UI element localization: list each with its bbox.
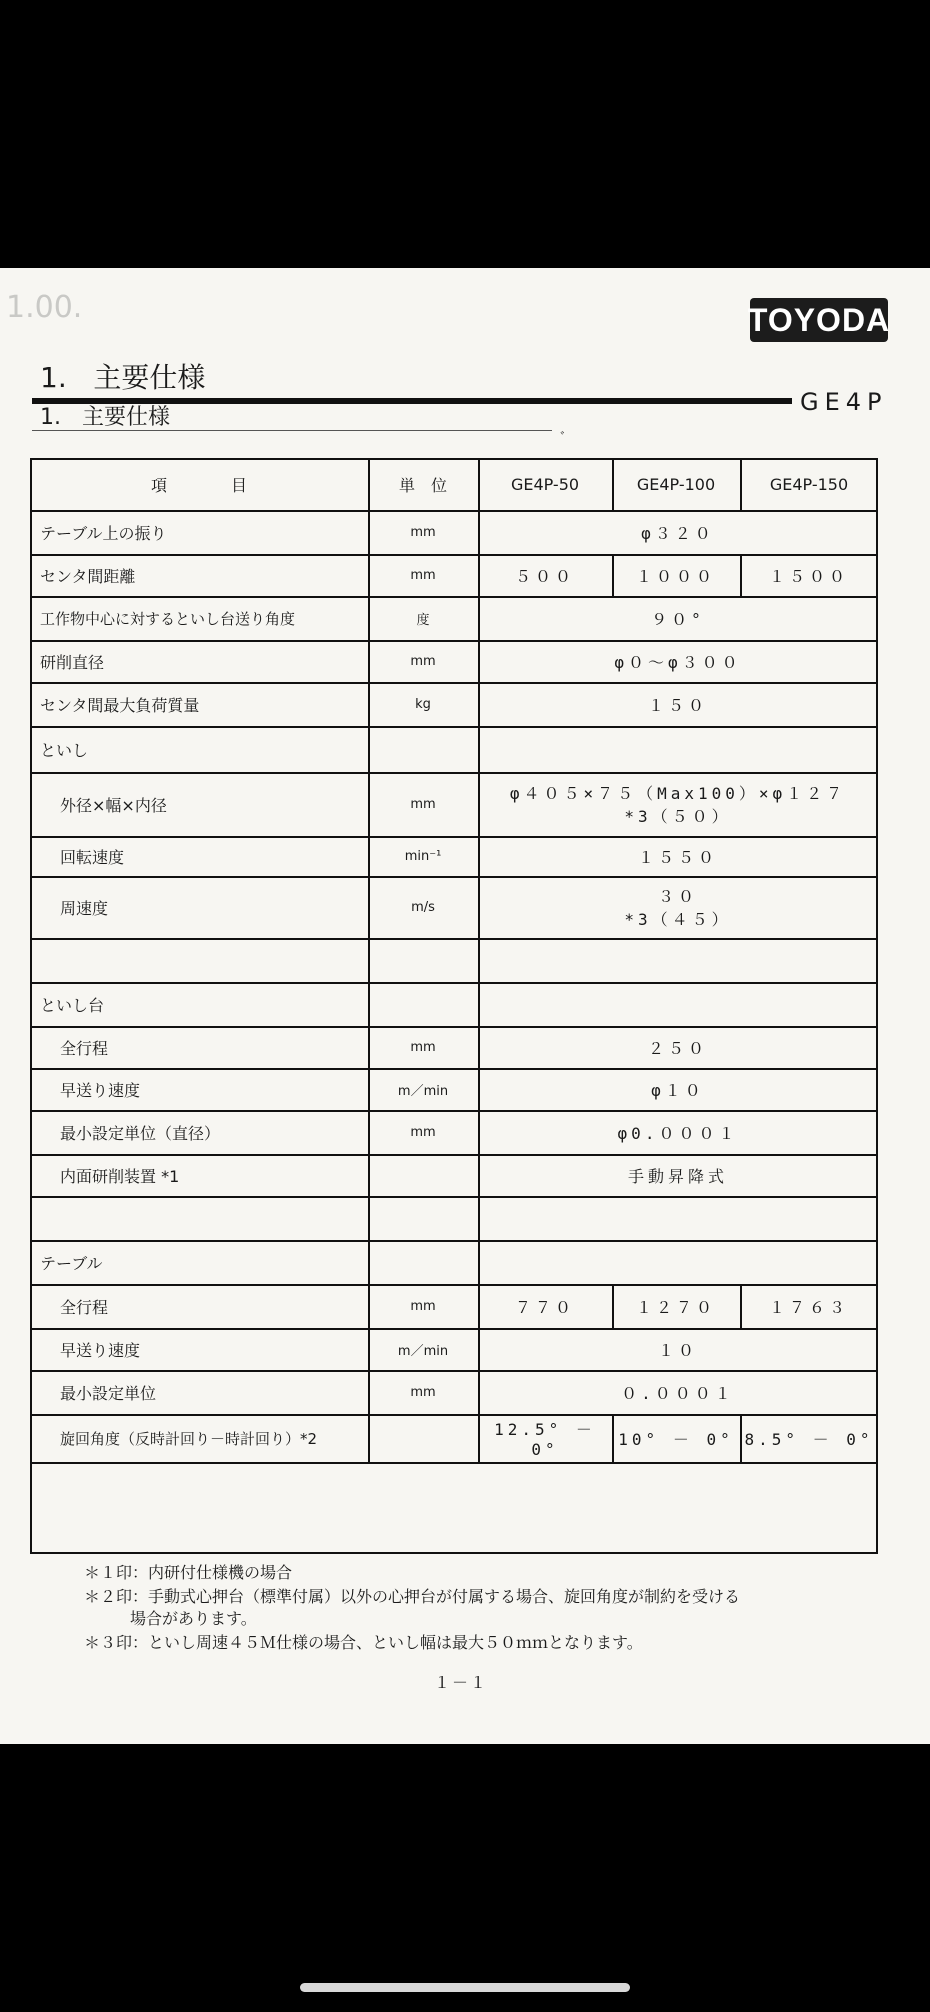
ghost-title-left: 1.00. <box>6 290 83 325</box>
unit-cell: kg <box>415 696 431 712</box>
value-cell <box>478 682 878 726</box>
value-text: ０.０００１ <box>621 1383 735 1403</box>
item-cell: テーブル上の振り <box>40 523 167 543</box>
value-cell: １２７０ <box>635 1297 716 1317</box>
item-cell: 内面研削装置 *1 <box>60 1166 180 1186</box>
column-divider <box>612 1284 614 1328</box>
value-text: １５５０ <box>637 847 718 867</box>
unit-cell <box>368 982 478 1026</box>
value-text: φ0.０００１ <box>617 1123 739 1143</box>
item-cell: 全行程 <box>60 1038 109 1058</box>
unit-cell: mm <box>410 1384 436 1400</box>
value-cell: １７６３ <box>768 1297 849 1317</box>
value-cell <box>478 836 878 876</box>
item-cell: 早送り速度 <box>60 1080 141 1100</box>
item-cell <box>30 1196 360 1240</box>
header-cell: 項 目 <box>150 475 247 495</box>
value-cell <box>478 510 878 554</box>
unit-cell: mm <box>410 524 436 540</box>
unit-cell: 度 <box>416 612 430 628</box>
section-title: 1. 主要仕様 <box>40 361 206 394</box>
column-divider <box>612 458 614 510</box>
value-cell: 8.5° － 0° <box>744 1429 874 1449</box>
note-2: ＊２印：手動式心押台（標準付属）以外の心押台が付属する場合、旋回角度が制約を受ける <box>84 1587 741 1606</box>
value-cell: ５００ <box>514 566 575 586</box>
header-cell: GE4P-150 <box>769 474 849 494</box>
unit-cell: m／min <box>397 1343 449 1359</box>
item-cell: センタ間距離 <box>40 566 136 586</box>
item-cell: 周速度 <box>60 898 109 918</box>
unit-cell: mm <box>410 567 436 583</box>
item-cell: 工作物中心に対するといし台送り角度 <box>40 609 296 628</box>
value-cell <box>478 876 878 938</box>
value-note-text: *3（４５） <box>624 910 732 929</box>
unit-cell: mm <box>410 1039 436 1055</box>
value-text: １０ <box>657 1340 698 1360</box>
value-cell: １０００ <box>635 566 716 586</box>
item-cell: 旋回角度（反時計回り－時計回り）*2 <box>60 1429 318 1448</box>
header-cell: GE4P-100 <box>636 474 716 494</box>
value-cell: ７７０ <box>514 1297 575 1317</box>
note-1: ＊１印：内研付仕様機の場合 <box>84 1563 293 1582</box>
value-cell <box>478 1370 878 1414</box>
value-text: φ０～φ３００ <box>614 652 742 672</box>
item-cell: 外径×幅×内径 <box>60 795 167 815</box>
document-page <box>0 268 930 1744</box>
value-text: φ３２０ <box>641 523 715 543</box>
value-cell: 10° － 0° <box>618 1429 734 1449</box>
unit-cell <box>368 938 478 982</box>
value-cell <box>478 1154 878 1196</box>
column-divider <box>740 554 742 596</box>
item-cell: センタ間最大負荷質量 <box>40 695 200 715</box>
unit-cell: m／min <box>397 1083 449 1099</box>
column-divider <box>368 458 370 510</box>
value-text: ３０ <box>657 887 698 906</box>
item-cell <box>30 938 360 982</box>
column-divider <box>740 1414 742 1462</box>
value-cell: 12.5° － 0° <box>494 1420 596 1459</box>
row-divider <box>30 1462 878 1464</box>
value-text: φ４０５×７５（Max100）×φ１２７ <box>509 784 847 803</box>
unit-cell: mm <box>410 653 436 669</box>
column-divider <box>612 1414 614 1462</box>
column-divider <box>740 458 742 510</box>
value-text: ９０° <box>651 609 705 629</box>
stray-mark: ﾞ <box>560 431 567 447</box>
value-text: １５０ <box>647 695 708 715</box>
item-cell: 全行程 <box>60 1297 109 1317</box>
header-cell: 単 位 <box>398 475 447 495</box>
item-cell: 回転速度 <box>60 847 125 867</box>
value-text: 手動昇降式 <box>627 1166 728 1186</box>
home-indicator[interactable] <box>300 1983 630 1992</box>
note-2-continued: 場合があります。 <box>130 1609 257 1628</box>
unit-cell <box>368 1196 478 1240</box>
value-cell <box>478 640 878 682</box>
column-divider <box>612 554 614 596</box>
item-cell: テーブル <box>40 1253 103 1273</box>
column-divider <box>740 1284 742 1328</box>
value-cell <box>478 938 878 982</box>
value-cell <box>478 1110 878 1154</box>
item-cell: 早送り速度 <box>60 1340 141 1360</box>
unit-cell <box>368 1154 478 1196</box>
value-text: ２５０ <box>647 1038 708 1058</box>
value-cell <box>478 726 878 772</box>
unit-cell: m/s <box>411 899 435 915</box>
toyoda-logo: TOYODA <box>750 298 888 342</box>
value-note-text: *3（５０） <box>624 807 732 826</box>
subsection-title: 1. 主要仕様 <box>40 405 170 430</box>
item-cell: といし台 <box>40 995 105 1015</box>
model-label: GE4P <box>792 388 888 416</box>
unit-cell: mm <box>410 1124 436 1140</box>
subtitle-rule <box>32 430 552 431</box>
item-cell: といし <box>40 740 89 760</box>
unit-cell <box>368 726 478 772</box>
unit-cell: mm <box>410 796 436 812</box>
page-number: １－１ <box>434 1673 489 1692</box>
item-cell: 最小設定単位 <box>60 1383 157 1403</box>
unit-cell: mm <box>410 1298 436 1314</box>
item-cell: 研削直径 <box>40 652 105 672</box>
item-cell: 最小設定単位（直径） <box>60 1123 221 1143</box>
header-cell: GE4P-50 <box>510 474 580 494</box>
value-cell <box>478 772 878 836</box>
value-cell <box>478 1068 878 1110</box>
note-3: ＊３印：といし周速４５Ｍ仕様の場合、といし幅は最大５０ｍｍとなります。 <box>84 1633 643 1652</box>
value-cell <box>478 1240 878 1284</box>
value-cell <box>478 982 878 1026</box>
value-cell: １５００ <box>768 566 849 586</box>
value-cell <box>478 1196 878 1240</box>
unit-cell <box>368 1414 478 1462</box>
value-text: φ１０ <box>651 1080 705 1100</box>
column-divider <box>478 458 480 510</box>
value-cell <box>478 1026 878 1068</box>
value-cell <box>478 1328 878 1370</box>
unit-cell: min⁻¹ <box>404 848 442 864</box>
value-cell <box>478 596 878 640</box>
unit-cell <box>368 1240 478 1284</box>
